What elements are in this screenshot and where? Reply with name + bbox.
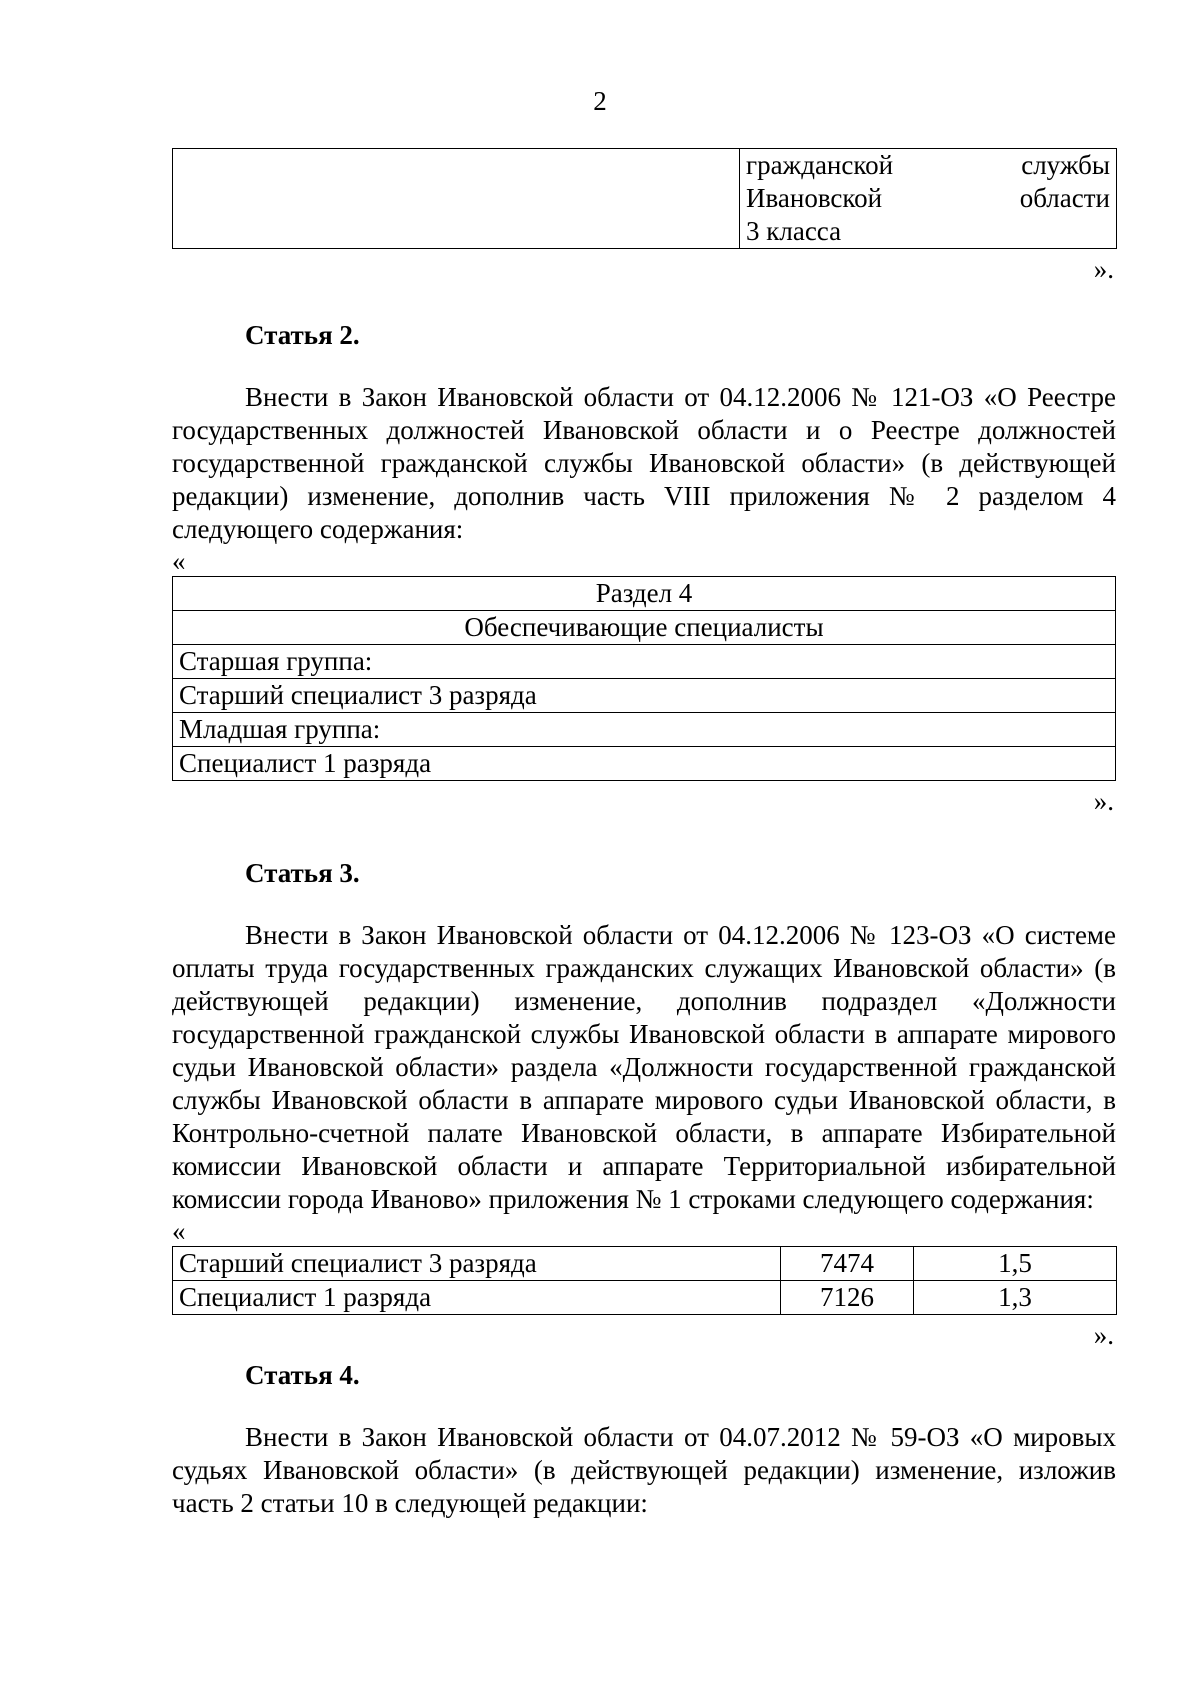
continued-line: гражданской службы (746, 150, 1110, 180)
salary-cell: 7474 (781, 1247, 914, 1281)
closing-quote: ». (1093, 1320, 1114, 1350)
opening-quote: « (172, 546, 186, 576)
continued-table-right-cell (740, 149, 1117, 249)
page-number: 2 (593, 86, 607, 116)
coefficient-cell: 1,5 (914, 1247, 1117, 1281)
continued-table-left-cell (173, 149, 740, 249)
table-row: Младшая группа: (173, 713, 1116, 747)
position-cell: Специалист 1 разряда (173, 1281, 781, 1315)
table-row: Старший специалист 3 разряда (173, 679, 1116, 713)
table-row (173, 1281, 1117, 1315)
section-title: Раздел 4 (173, 577, 1116, 611)
section-subtitle: Обеспечивающие специалисты (173, 611, 1116, 645)
position-cell: Старший специалист 3 разряда (173, 1247, 781, 1281)
opening-quote: « (172, 1216, 186, 1246)
section-4-table (172, 576, 1116, 781)
article-2-text: Внести в Закон Ивановской области от 04.12.2006 № 121-ОЗ «О Реестре государственных должностей Ивановской области и о Реестре должностей государственной гражданской службы Ивановской области» (в действующей редакции) изменение, дополнив часть VIII приложения № 2 разделом 4 следующего содержания: (172, 382, 1116, 544)
closing-quote: ». (1093, 786, 1114, 816)
article-4-heading: Статья 4. (245, 1360, 360, 1390)
article-4-text: Внести в Закон Ивановской области от 04.07.2012 № 59-ОЗ «О мировых судьях Ивановской области» (в действующей редакции) изменение, изложив часть 2 статьи 10 в следующей редакции: (172, 1422, 1116, 1518)
table-row (173, 1247, 1117, 1281)
article-2-heading: Статья 2. (245, 320, 360, 350)
table-row: Старшая группа: (173, 645, 1116, 679)
salary-cell: 7126 (781, 1281, 914, 1315)
document-body (172, 148, 1116, 1520)
article-3-heading: Статья 3. (245, 858, 360, 888)
continued-line: Ивановской области (746, 183, 1110, 213)
closing-quote: ». (1093, 254, 1114, 284)
table-row: Специалист 1 разряда (173, 747, 1116, 781)
continued-table (172, 148, 1117, 249)
continued-line: 3 класса (746, 216, 842, 246)
coefficient-cell: 1,3 (914, 1281, 1117, 1315)
salary-table (172, 1246, 1117, 1315)
article-3-text: Внести в Закон Ивановской области от 04.12.2006 № 123-ОЗ «О системе оплаты труда государственных гражданских служащих Ивановской области» (в действующей редакции) изменение, дополнив подраздел «Должности государственной гражданской службы Ивановской области в аппарате мирового судьи Ивановской области» раздела «Должности государственной гражданской службы Ивановской области в аппарате мирового судьи Ивановской области, в Контрольно-счетной палате Ивановской области, в аппарате Избирательной комиссии Ивановской области и аппарате Территориальной избирательной комиссии города Иваново» приложения № 1 строками следующего содержания: (172, 920, 1116, 1214)
